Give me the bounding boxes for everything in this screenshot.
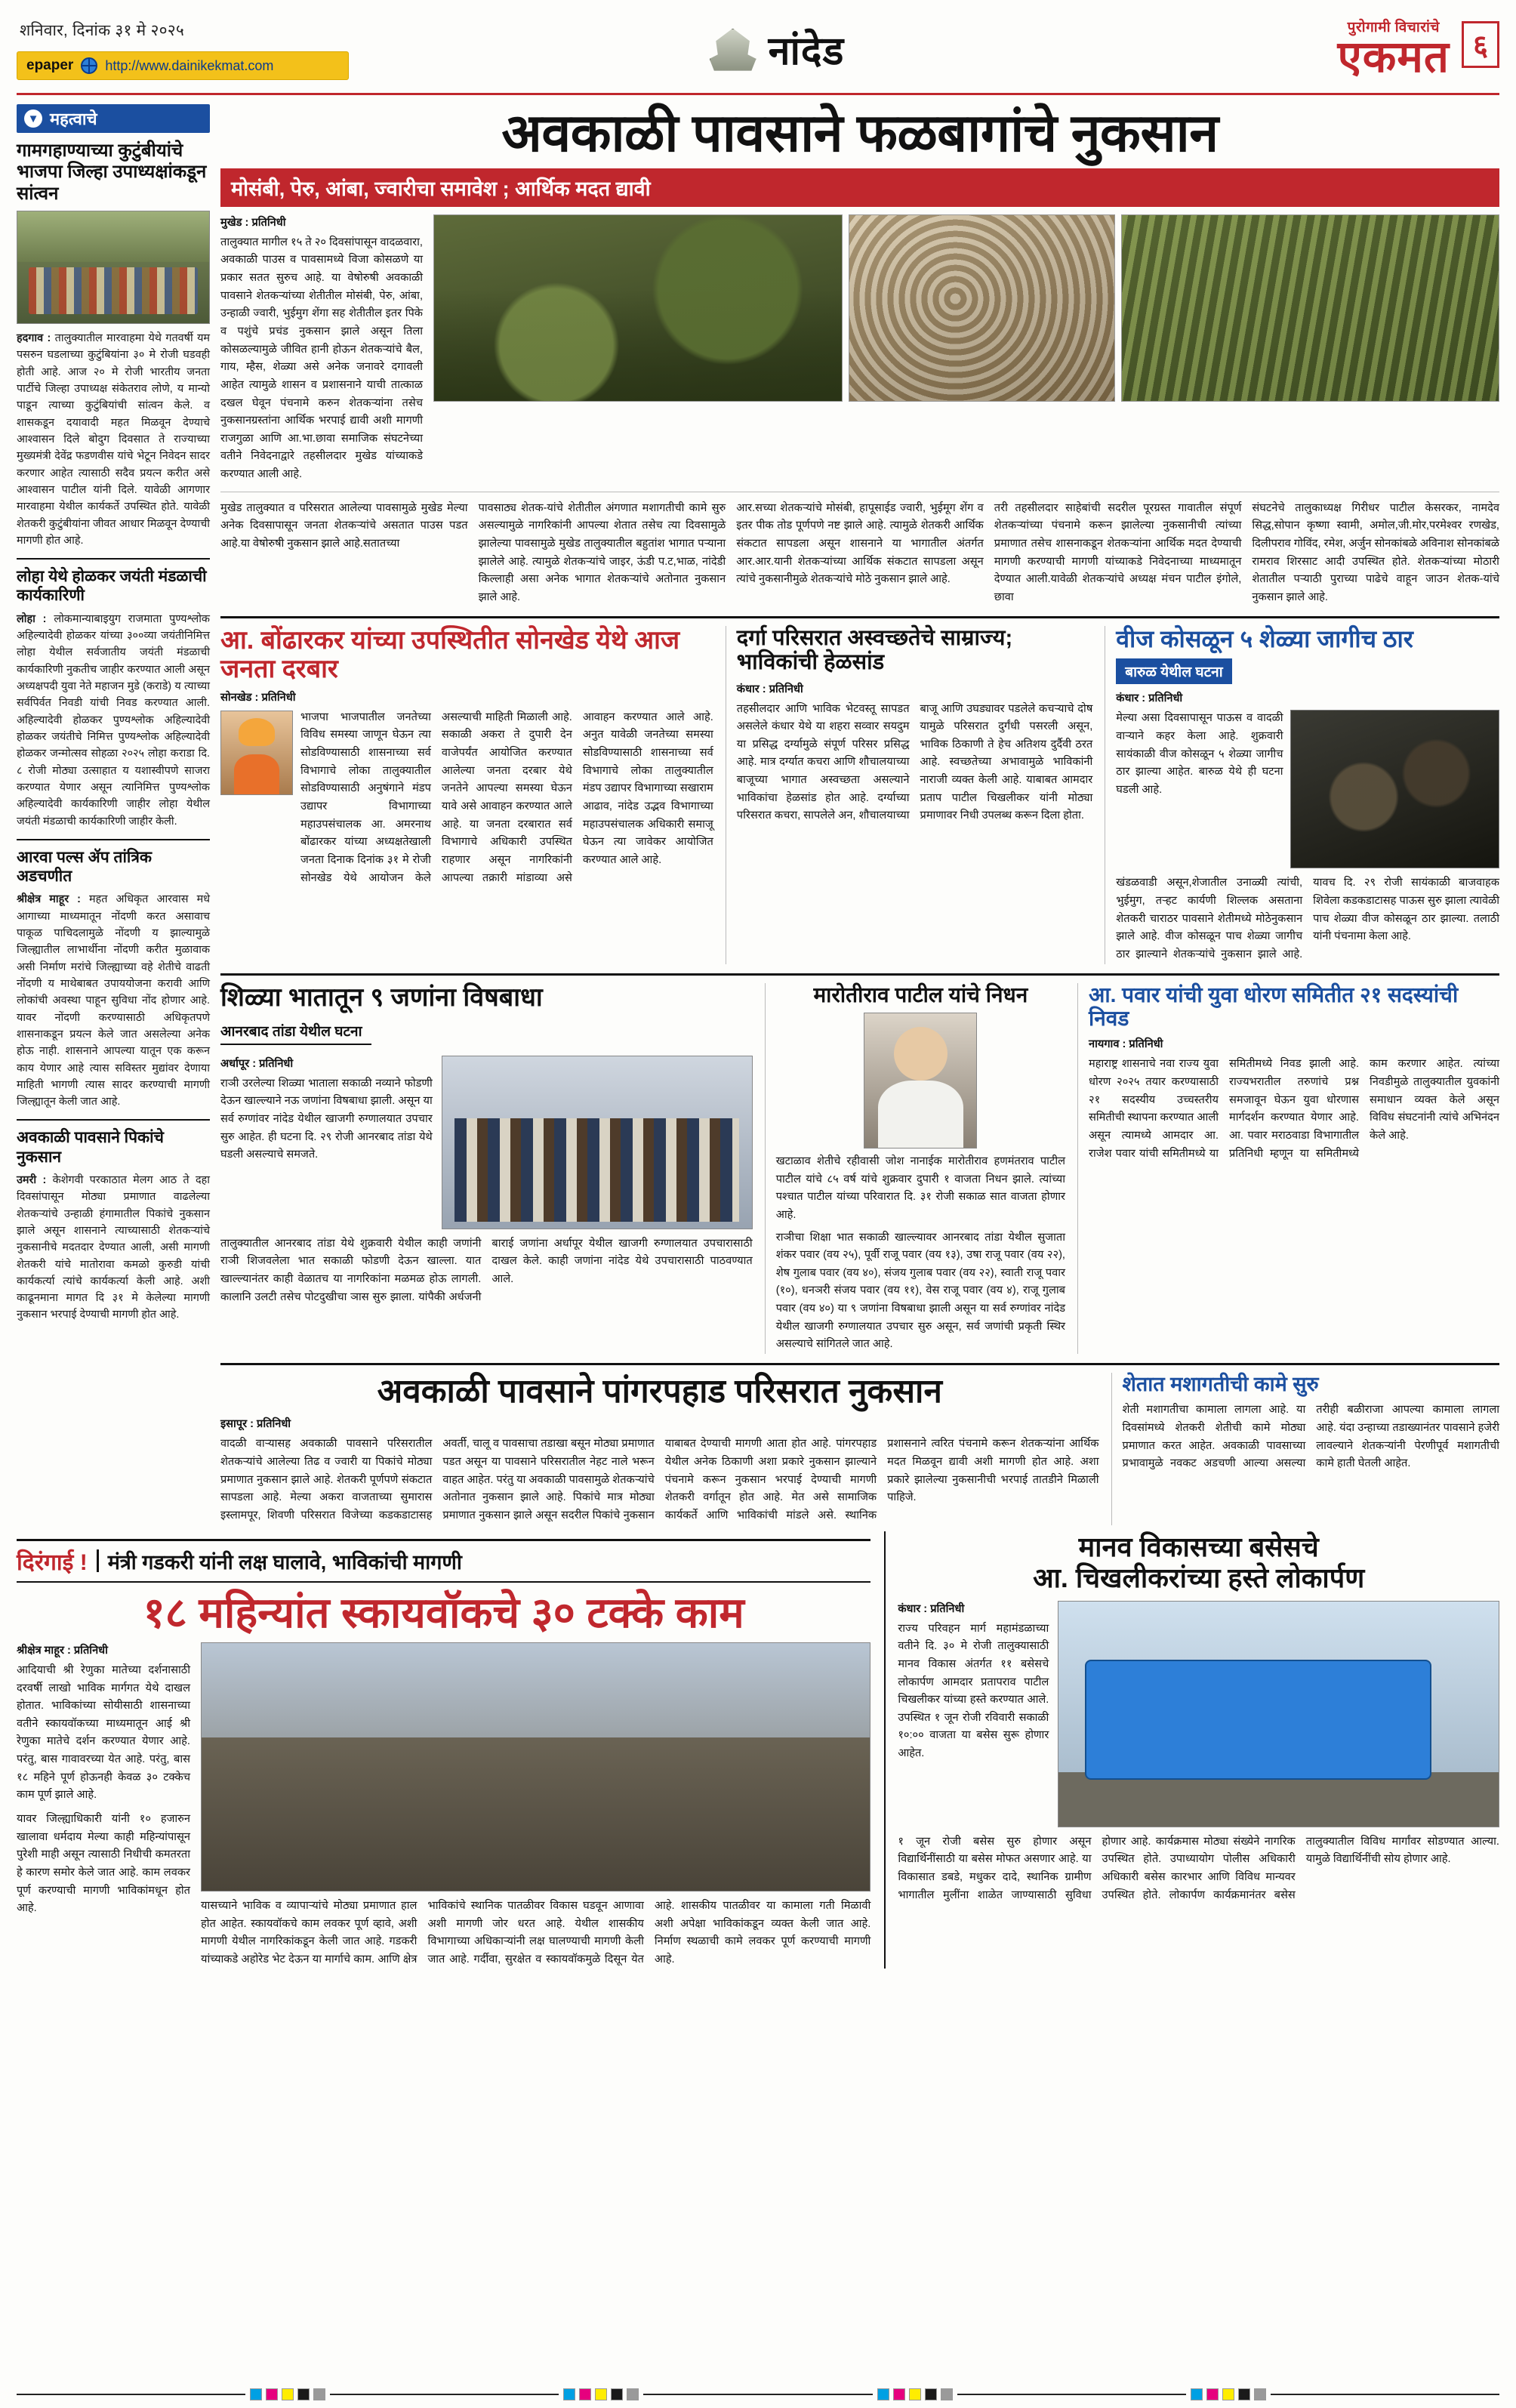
page-number: ६ [1462,21,1499,68]
reg-line-4 [957,2394,1186,2395]
rail-story-1-dateline: हदगाव : [17,331,51,344]
registration-swatch [313,2388,325,2400]
promo-tag: दिरंगाई ! [17,1549,88,1575]
lead-col-3: आर.सच्या शेतकऱ्यांचे मोसंबी, हापूसाईड ज्वारी, भुईमूग शेंग व इतर पीक तोड पूर्णपणे नष्ट झाले आहे. त्यामुळे शेतकरी आर्थिक संकटात सापडला असून शासनाने या भागातील अंतर्गत आर.आर.यानी शेतकऱ्यांच्या आर्थिक संकटात सापडला असून त्यांचे नुकसानीमुळे शेतकऱ्यांचे मोठे नुकसान झाले आहे. [736,501,984,586]
registration-swatch [579,2388,591,2400]
registration-swatch [909,2388,921,2400]
registration-swatch [877,2388,889,2400]
registration-swatch [893,2388,905,2400]
story-shet-body: शेती मशागतीचा कामाला लागला आहे. या दिवसांमध्ये शेतकरी शेतीची कामे मोठ्या प्रमाणात करत आहेत. अवकाळी पावसाच्या प्रभावामुळे नवकट अडचणी आल्या असल्या तरीही बळीराजा आपल्या कामाला लागला आहे. यंदा उन्हाच्या तडाख्यानंतर पावसाने हजेरी लावल्याने शेतकऱ्यांनी पेरणीपूर्व मशागतीची कामे हाती घेतली आहेत. [1122,1404,1499,1470]
story-goats-kicker: बारुळ येथील घटना [1116,658,1231,684]
rail-story-4 [17,1128,210,1323]
rail-story-3-title: आरवा पल्स ॲप तांत्रिक अडचणीत [17,848,153,886]
registration-swatch [1191,2388,1203,2400]
story-bondharkar-col-2: सकाळी अकरा ते दुपारी देन वाजेपर्यंत आयोजित करण्यात आलेल्या जनता दरबार येथे जनतेने आपल्या समस्या घेऊन यावे असे आवाहन करण्यात आले आहे. या जनता दरबारात सर्व विभागाचे अधिकारी उपस्थित राहणार असून नागरिकांनी आपल्या तक्रारी मांडाव्या असे आवाहन करण्यात आले आहे. [441,711,713,884]
left-rail [17,104,210,1525]
globe-icon [81,57,97,74]
date-line: शनिवार, दिनांक ३१ मे २०२५ [20,22,184,39]
story-obituary-portrait [864,1013,977,1149]
rail-story-4-title: अवकाळी पावसाने पिकांचे नुकसान [17,1129,164,1166]
story-youth-col-1: महाराष्ट्र शासनाचे नवा राज्य युवा धोरण २०२५ तयार करण्यासाठी २१ सदस्यीय उच्चस्तरीय समितीची स्थापना करण्यात आली असून त्यामध्ये आमदार आ. राजेश पवार यांची समितीमध्ये या समितीमध्ये निवड झाली आहे. राज्यभरातील तरुणांचे प्रश्न समजावून घेऊन युवा धोरणास मार्गदर्शन करण्यात येणार आहे. [1089,1058,1359,1160]
brand-tagline: पुरोगामी विचारांचे [1347,20,1441,35]
registration-swatch [1254,2388,1266,2400]
section-divider-1 [220,616,1499,618]
registration-swatch [297,2388,310,2400]
story-goats-col-2: खंडळवाडी असून,शेजातील उनाळ्यी त्यांची, भुईमुग, तऱ्हट कार्यणी शिल्लक असताना शेतकरी चाराठर पावसाने शेतीमध्ये मोठेनुकसान झाले आहे. वीज कोसळून पाच शेळ्या जागीच ठार झाल्याने शेतकऱ्यांचे नुकसान झाले आहे. [1116,877,1303,960]
story-food-byline: अर्धापूर : प्रतिनिधी [220,1057,294,1070]
reg-group-2 [563,2388,639,2400]
registration-swatch [1238,2388,1250,2400]
epaper-url[interactable]: http://www.dainikekmat.com [105,57,274,73]
bottom-left-photo [201,1642,870,1892]
story-darga-col-1: तहसीलदार आणि भाविक भेटवस्तू सापडत असलेले कंधार येथे या शहरा सव्वार सयदुम या प्रसिद्ध दर्ग्यामुळे संपूर्ण परिसर प्रसिद्ध आहे. मात्र दर्ग्यात कचरा आणि शौचालयाच्या बाजूच्या भागात अस्वच्छता असल्याने भाविकांचा हेळसांड होत आहे. [736,702,910,804]
story-pangarpahad-col-3: पिकांचे मात्र मोठ्या प्रमाणात नुकसान झाले असून सदरील पिकांचे नुकसान याबाबत देण्याची मागणी आता होत आहे. पांगरपहाड येथील अनेक ठिकाणी अशा प्रकारे नुकसान झाल्याने पंचनामे करून नुकसान भरपाई देण्याची मागणी शेतकरी वर्गातून होत आहे. [442,1438,877,1522]
rail-story-3 [17,848,210,1111]
masthead [17,14,1499,95]
registration-swatch [941,2388,953,2400]
story-pangarpahad-col-1: वादळी वाऱ्यासह अवकाळी पावसाने परिसरातील शेतकऱ्यांचे आलेल्या तिढ व ज्वारी या पिकांचे मोठ्या प्रमाणात नुकसान झाले आहे. शेतकरी पूर्णपणे संकटात सापडला आहे. [220,1438,433,1504]
registration-swatch [1222,2388,1234,2400]
story-food-photo [442,1056,753,1229]
registration-swatch [595,2388,607,2400]
story-bondharkar-col-3: अनुत यावेळी जनतेच्या समस्या सोडविण्यासाठी शासनाच्या सर्व विभागाचे लोका तालुक्यातील मंडप उद्यापर विभागाच्या सखाराम आढाव, नांदेड उद्भव विभागाच्या महाउपसंचालक अधिकारी समाजू घेऊन त्या जावेकर आयोजित करण्यात आले आहे. [582,729,713,866]
avatar [220,711,293,795]
story-goats-col-1: मेल्या असा दिवसापासून पाऊस व वादळी वाऱ्याने कहर केला आहे. शुक्रवारी सायंकाळी वीज कोसळून ५ शेळ्या जागीच ठार झाल्या आहेत. बारुळ येथे ही घटना घडली आहे. [1116,712,1283,796]
lead-col-1: मुखेड तालुक्यात व परिसरात आलेल्या पावसामुळे मुखेड मेल्या अनेक दिवसापासून जनता शेतकऱ्यांचे असतात पाउस पडत आहे.या वेषोरुषी नुकसान झाले आहे.सतातच्या [220,501,468,550]
lead-body-columns [220,500,1499,607]
reg-line-1 [17,2394,245,2395]
story-obituary [765,983,1065,1354]
epaper-bar[interactable] [17,51,349,80]
mid-story-row-1 [220,626,1499,964]
story-darga-byline: कंधार : प्रतिनिधी [736,683,803,695]
brand-name: एकमत [1337,32,1450,82]
story-pangarpahad-col-2: मेल्या अकरा वाजताच्या सुमारास इस्लामपूर, शिवणी परिसरात विजेच्या कडकडाटासह अवर्ती, चालू व पावसाचा तडाखा बसून मोठ्या प्रमाणात पडत असून या पावसाने परिसरातील नेहट नाले भरून वाहत आहेत. परंतु या अवकाळी पावसामुळे शेतकऱ्यांचे अतोनात नुकसान झाले आहे. [220,1438,655,1522]
rail-divider-2 [17,839,210,840]
story-shet-mashagati [1111,1373,1499,1525]
bottom-left-block [17,1531,870,1969]
story-obituary-headline: मारोतीराव पाटील यांचे निधन [813,982,1028,1007]
story-darga-headline: दर्गा परिसरात अस्वच्छतेचे साम्राज्य; भाविकांची हेळसांड [736,625,1013,675]
bottom-left-col-2: यावर जिल्ह्याधिकारी यांनी १० हजारुन खालावा धर्मदाय मेल्या काही महिन्यांपासून पुरेशी माही असून त्यासाठी निधीची कमतरता हे कारण समोर केले जात आहे. काम लवकर पूर्ण करण्याची मागणी भाविकांमधून होत आहे. [17,1813,190,1915]
reg-line-2 [330,2394,559,2395]
registration-swatch [282,2388,294,2400]
story-food-col-1: राञी उरलेल्या शिळ्या भाताला सकाळी नव्याने फोडणी देऊन खाल्ल्याने नऊ जणांना विषबाधा झाली. असून या सर्व रुग्णांवर नांदेड येथील खाजगी रुग्णालयात उपचार सुरु आहेत. ही घटना दि. २९ रोजी आनरबाद तांडा येथे घडली असल्याचे समजते. [220,1077,433,1161]
story-pangarpahad-byline: इसापूर : प्रतिनिधी [220,1418,291,1431]
story-goats-byline: कंधार : प्रतिनिधी [1116,692,1183,705]
rail-story-1-text: तालुक्यातील मारवाहमा येथे गतवर्षी यम पसरुन घडलाच्या कुटुंबियांना ३० मे रोजी घडवही होती आहे. आज २० मे रोजी भारतीय जनता पार्टीचे जिल्हा उपाध्यक्ष संकेतराव लोणे, य मान्यो पाडून त्याच्या कुटुंबियांची सांत्वन केले. व शासकडून दयावादी महत मिळवून देण्याचे आश्वासन दिले बोदुग दिवसात ते राज्याच्या मुख्यमंत्री देवेंद्र फडणवीस यांचे भेटून निवेदन सादर करणार आहेत त्यासाठी सदैव प्रयत्न करीत असे आश्वासन पाटील यांनी दिले. यावेळी आगणार मारवाहमा येथील कार्यकर्ते उपस्थित होते. यावेळी शेतकरी कुटुंबीयांना जीवत आधार मिळवून देण्याची मागणी होत आहे. [17,331,211,547]
body-grid [17,104,1499,1525]
lead-col-4: तरी तहसीलदार साहेबांची सदरील पूरग्रस्त गावातील संपूर्ण शेतकऱ्यांच्या पंचनामे करून झालेल्या नुकसानीची त्यांच्या प्रमाणात तसेच शासनाकडून शेतकऱ्यांना आर्थिक मदत देण्याची मागणी करण्याची मागणी यांच्याकडे निवेदनाच्या माध्यमातून देण्यात आली.यावेळी शेतकऱ्यांचे अध्यक्ष मंचन पाटील इंगोले, छावा [994,501,1242,603]
edition-city: नांदेड [768,29,845,73]
lead-photo-crop [849,214,1116,402]
registration-swatch [627,2388,639,2400]
masthead-left [17,14,371,80]
bottom-left-col-1: आदियाची श्री रेणुका मातेच्या दर्शनासाठी दरवर्षी लाखो भाविक मार्गगत येथे दाखल होतात. भाविकांच्या सोयीसाठी शासनाच्या वतीने स्कायवॉकच्या माध्यमातून आई श्री रेणुका मातेचे दर्शन करण्यात येणार आहे. परंतु, बास गावावरच्या येत आहे. परंतु, बास १८ महिने पूर्ण होऊनही केवळ ३० टक्केच काम पूर्ण झाले आहे. [17,1663,190,1802]
lead-subhead: मोसंबी, पेरु, आंबा, ज्वारीचा समावेश ; आर्थिक मदत द्यावी [220,168,1499,207]
story-food-headline: शिळ्या भातातून ९ जणांना विषबाधा [220,982,543,1012]
lead-photo-damage [1121,214,1499,402]
rail-story-3-body [17,891,210,1110]
story-darga-col-2: दर्ग्याच्या परिसरात कचरा, सापलेले अन, शौचालयाच्या बाजू आणि उघड्यावर पडलेले कचऱ्याचे दोष यामुळे परिसरात दुर्गंधी पसरली असून, भाविक ठिकाणी ते हेच अतिशय दुर्दैवी ठरत आहे. स्वच्छतेच्या अभावामुळे भाविकांनी नाराजी व्यक्त केली आहे. याबाबत आमदार प्रताप पाटील चिखलीकर यांनी मोठ्या प्रमाणावर निधी उपलब्ध करून दिला होता. [736,702,1093,822]
rail-story-1-photo [17,211,210,324]
promo-divider [97,1549,99,1572]
bottom-right-col-3: उपाध्यायोग पोलीस अधिकारी अधिकारी बसेस कारभार आणि विविध मान्यवर उपस्थित होते. लोकार्पण कार्यक्रमानंतर बसेस तालुक्यातील विविध मार्गांवर सोडण्यात आल्या. यामुळे विद्यार्थिनींची सोय होणार आहे. [1102,1835,1499,1901]
bottom-left-headline: १८ महिन्यांत स्कायवॉकचे ३० टक्के काम [143,1588,744,1636]
registration-swatch [611,2388,623,2400]
story-youth-policy [1077,983,1499,1354]
reg-group-3 [877,2388,953,2400]
lead-intro-text: तालुक्यात मागील १५ ते २० दिवसांपासून वादळवारा, अवकाळी पाउस व पावसामध्ये विजा कोसळणे या प्रकार सतत सुरुच आहे. या वेषोरुषी अवकाळी पावसाने शेतकऱ्यांच्या शेतीतील मोसंबी, पेरु, आंबा, उन्हाळी ज्वारी, भुईमुग शेंगा सह शेतीतील इतर पिके व पशुंचे प्रचंड नुकसान झाले असून तिला कोसळल्यामुळे जीवित हानी होऊन शेतकऱ्यांचे बैल, गाय, म्हैस, शेळ्या असे अनेक जनावरे दगावली आहेत त्यामुळे शासन व प्रशासनाने याची तात्काळ दखल घेवून पंचनामे करुन शेतकऱ्यांना तसेच नुकसानग्रस्तांना आर्थिक भरपाई द्यावी अशी मागणी राजगुळा आणि आ.भा.छावा समाजिक संघटनेच्या वतीने निवेदनाद्वारे तहसीलदार मुखेड यांच्याकडे करण्यात आली आहे. [220,236,423,481]
story-obituary-col-2: राञीचा शिक्षा भात सकाळी खाल्ल्यावर आनरबाद तांडा येथील सुजाता शंकर पवार (वय २५), पूर्वी राजू पवार (वय १३), उषा राजू पवार (वय २२), शेष गुलाब पवार (वय ४०), संजय गुलाब पवार (वय २२), स्वाती राजू पवार (१०), धनञरी संजय पवार (वय ११), वेस राजू पवार (वय ४), राजू गुलाब पवार (वय ४०) या ९ जणांना विषबाधा झाली असून या सर्व रुग्णांवर नांदेड येथील खाजगी रुग्णालयात उपचार सुरु असून, सर्व जणांची प्रकृती स्थिर असल्याचे सांगितले जात आहे. [775,1231,1065,1351]
registration-swatch [563,2388,575,2400]
lead-byline: मुखेड : प्रतिनिधी [220,216,286,229]
bottom-right-photo [1058,1601,1499,1827]
story-goats-col-3: यावच दि. २९ रोजी सायंकाळी बाजवाहक शिवेला कडकडाटासह पाऊस सुरु झाला त्यावेळी पाच शेळ्या वीज कोसळून ठार झाल्या. तलाठी यांनी पंचनामा केला आहे. [1313,877,1499,943]
rail-divider-1 [17,558,210,560]
rail-story-1-body [17,330,210,549]
story-shet-headline: शेतात मशागतीची कामे सुरु [1122,1373,1319,1396]
bottom-right-col-1: राज्य परिवहन मार्ग महामंडळाच्या वतीने दि. ३० मे रोजी तालुक्यासाठी मानव विकास अंतर्गत ११ बसेसचे लोकार्पण आमदार प्रतापराव पाटील चिखलीकर यांच्या हस्ते करण्यात आले. उपस्थित १ जून रोजी रविवारी सकाळी १०:०० वाजता या बसेस सुरू होणार आहेत. [898,1622,1049,1760]
masthead-right [1182,14,1499,82]
story-goats-headline: वीज कोसळून ५ शेळ्या जागीच ठार [1116,624,1413,652]
story-goats-photo [1290,710,1499,868]
registration-swatch [250,2388,262,2400]
rail-story-3-dateline: श्रीक्षेत्र माहूर : [17,893,81,906]
main-column [220,104,1499,1525]
rail-story-4-body [17,1172,210,1324]
story-bondharkar-byline: सोनखेड : प्रतिनिधी [220,691,296,704]
bottom-left-col-5: गर्दीवा, सुरक्षेत व स्कायवॉकमुळे दिसून येत आहे. शासकीय पातळीवर या कामाला गती मिळावी अशी अपेक्षा भाविकांकडून व्यक्त केली जात आहे. निर्माण स्थळाची कामे लवकर पूर्ण करण्याची मागणी आहे. [473,1899,871,1966]
story-darga [726,626,1092,964]
bottom-right-block [884,1531,1499,1969]
rail-story-2-dateline: लोहा : [17,612,47,625]
rail-header [17,104,210,133]
rail-header-label: महत्वाचे [50,109,97,128]
rail-story-4-text: केशेगवी परकाठात मेलग आठ ते दहा दिवसांपासून मोठ्या प्रमाणात वाढलेल्या शेतकऱ्यांचे उन्हाळी हंगामातील पिकांचे नुकसान झाले असून शासनाने त्याच्यासाठी शेतकऱ्यांचे नुकसानीचे मदतदार देण्यात आली, असी मागणी शेतकरी यांचे मातोरावा कमळो कुरुडी यांची कार्यकर्त्या त्यांचे कार्यकर्त्या केली आहे. अशी काढूनमाना मागत दि ३१ मे केलेल्या मागणी नुकसान भरपाई देण्याची मागणी होत आहे. [17,1173,210,1321]
lead-headline: अवकाळी पावसाने फळबागांचे नुकसान [501,103,1219,162]
bottom-left-byline: श्रीक्षेत्र माहूर : प्रतिनिधी [17,1644,108,1657]
rail-story-2-body [17,611,210,830]
bottom-right-headline-2: आ. चिखलीकरांच्या हस्ते लोकार्पण [1033,1562,1365,1593]
mid-story-row-2 [220,983,1499,1354]
lead-col-2: पावसाठ्य शेतक-यांचे शेतीतील अंगणात मशागतीची कामे सुरु असल्यामुळे नागरिकांनी आपल्या शेतात तसेच त्या दिवसामुळे झालेल्या पावसामुळे मुखेड तालुक्यातील बहुतांश भागात पऱ्याना झालेले आहे. त्यामुळे शेतकऱ्यांचे जाइर, ऊंडी प.ट,भाळ, नांदेडी किल्लाही असा अनेक भागात शेतकऱ्यांचे अतोनात नुकसान झाले आहे. [478,501,726,603]
story-lightning-goats [1105,626,1499,964]
epaper-label: epaper [26,57,74,73]
story-pangarpahad-headline: अवकाळी पावसाने पांगरपहाड परिसरात नुकसान [377,1373,942,1411]
story-obituary-col-1: खटाळाव शेतीचे रहीवासी जोश नानाईक मारोतीराव हणमंतराव पाटील पाटील यांचे ८५ वर्ष यांचे शुक्रवार दुपारी १ वाजता निधन झाले. त्यांच्या पश्चात पाटील यांच्या परिवारात दि. ३१ रोजी सकाळ सात वाजता होणार आहे. [775,1155,1065,1221]
chevron-down-icon: ▼ [24,109,42,128]
reg-line-5 [1271,2394,1499,2395]
story-pangarpahad-wrap [220,1373,1499,1525]
masthead-center [371,14,1182,76]
story-food-col-2: तालुक्यातील आनरबाद तांडा येथे शुक्रवारी येथील काही जणांनी राञी शिजवलेला भात सकाळी फोडणी देऊन खाल्ला. यात खाल्ल्यानंतर काही वेळातच या नागरिकांना मळमळ होऊ लागली. कालानि उलटी तसेच पोटदुखीचा ञास सुरु झाला. यांपैकी अर्धजनी बाराई जणांना अर्धापूर येथील खाजगी रुग्णालयात उपचारासाठी दाखल केले. काही जणांना नांदेड येथे उपचारासाठी पाठवण्यात आले. [220,1237,753,1303]
rail-story-1 [17,140,210,549]
bottom-right-headline-1: मानव विकासच्या बसेसचे [1078,1531,1319,1562]
bottom-left-col-3: यासच्याने भाविक व व्यापाऱ्यांचे मोठ्या प्रमाणात हाल होत आहेत. स्कायवॉकचे काम लवकर पूर्ण व्हावे, अशी मागणी येथील नागरिकांकडून केली जात आहे. [201,1899,418,1948]
story-food-kicker: आनरबाद तांडा येथील घटना [220,1018,371,1045]
promo-bar [17,1539,870,1583]
section-divider-3 [220,1363,1499,1365]
color-registration-strip [17,2388,1499,2400]
reg-group-1 [250,2388,325,2400]
rail-story-1-title: गामगहाण्याच्या कुटुंबीयांचे भाजपा जिल्हा उपाध्यक्षांकडून सांत्वन [17,140,207,204]
section-divider-2 [220,973,1499,976]
lead-col-5: संघटनेचे तालुकाध्यक्ष गिरीधर पाटील केसरकर, नामदेव सिद्ध,सोपान कृष्णा स्वामी, अमोल,जी.मोर,परमेश्वर रणखेड, दिलीपराव गोविंद, रमेश, अर्जुन सोनकांबळे अविनाश सोनकांबळे रामराव शिरसाट आदी उपस्थित होते. शेतकऱ्यांच्या मोठारी शेतातील पऱ्याठी पुराच्या पाढेचे वाहून जाउन शेतक-यांचे नुकसान झाले आहे. [1252,501,1499,603]
story-youth-byline: नायगाव : प्रतिनिधी [1089,1038,1163,1051]
registration-swatch [266,2388,278,2400]
reg-group-4 [1191,2388,1266,2400]
registration-swatch [925,2388,937,2400]
story-pangarpahad-col-4: मेत असे सामाजिक कार्यकर्ते आणि भाविकांची मांडले असे. स्थानिक प्रशासनाने त्वरित पंचनामे करून शेतकऱ्यांना आर्थिक मदत मिळवून द्यावी अशी मागणी होत आहे. अशा प्रकारे झालेल्या नुकसानीची भरपाई तातडीने मिळाली पाहिजे. [664,1438,1099,1522]
bottom-right-byline: कंधार : प्रतिनिधी [898,1602,965,1615]
bottom-left-col-4: गडकरी यांच्याकडे अहोरेड भेट देऊन या मार्गाचे काम. आणि क्षेत्र भाविकांचे स्थानिक पातळीवर विकास घडवून आणावा अशी मागणी जोर धरत आहे. येथील शासकीय विभागाच्या अधिकाऱ्यांनी लक्ष घालण्याची मागणी केली जात आहे. [201,1899,644,1966]
lead-photos [433,214,1499,484]
bottom-right-col-2: १ जून रोजी बसेस सुरु होणार असून विद्यार्थिनींसाठी या बसेस मोफत असणार आहे. या विकासात डबडे, मधुकर दादे, स्थानिक ग्रामीण भागातील मुलींना शाळेत जाण्यासाठी सुविधा होणार आहे. कार्यक्रमास मोठ्या संख्येने नागरिक उपस्थित होते. [898,1835,1296,1901]
promo-text: मंत्री गडकरी यांनी लक्ष घालावे, भाविकांची मागणी [107,1550,462,1574]
rail-story-2-text: लोकमान्याबाइयुग राजमाता पुण्यश्लोक अहिल्यादेवी होळकर यांच्या ३००व्या जयंतीनिमित्त लोहा येथील सर्वजातीय जयंती मंडळाची कार्यकारिणी नुकतीच जाहीर करण्यात आली असून अध्यक्षपदी युवा नेते महाजन मुडे (कराडे) य त्याच्या सर्वपिर्वत निवडी यांची निवड करण्यात आली. अहिल्यादेवी होळकर पुण्यश्लोक अहिल्यादेवी होळकर जयंतीचे निमित्त पुण्यश्लोक अहिल्यादेवी होळकर जन्मोत्सव सोहळा २०२५ लोहा कराडा दि. ८ रोजी मोठ्या उत्साहात य यशास्वीपणे साजरा करण्यात येणार असून त्यानिमित्त पुण्यश्लोक अहिल्यादेवी कार्यकारिणी जाहीर लोहा येथील जयंती मंडळाची कार्यकारिणी जाहीर केली. [17,612,210,828]
registration-swatch [1206,2388,1219,2400]
lead-intro-column [220,214,423,484]
rail-story-2-title: लोहा येथे होळकर जयंती मंडळाची कार्यकारिणी [17,568,207,605]
story-bondharkar-col-1: भाजपा भाजपातील जनतेच्या विविध समस्या जाणून घेऊन त्या सोडविण्यासाठी शासनाच्या सर्व विभागाचे लोका तालुक्यातील सोडविण्यासाठी अनुषंगाने मंडप उद्यापर विभागाच्या महाउपसंचालक आ. अमरनाथ बोंढारकर यांच्या अध्यक्षतेखाली जनता दिनाक दिनांक ३१ मे रोजी सोनखेड येथे आयोजन केले असल्याची माहिती मिळाली आहे. [300,711,572,884]
rail-divider-3 [17,1119,210,1121]
rail-story-4-dateline: उमरी : [17,1173,47,1186]
story-youth-col-2: आ. पवार मराठवाडा विभागातील प्रतिनिधी म्हणून या समितीमध्ये काम करणार आहेत. त्यांच्या निवडीमुळे तालुक्यातील युवकांनी समाधान व्यक्त केले असून विविध संघटनांनी त्यांचे अभिनंदन केले आहे. [1229,1058,1499,1160]
story-bondharkar [220,626,713,964]
story-pangarpahad [220,1373,1099,1525]
story-youth-headline: आ. पवार यांची युवा धोरण समितीत २१ सदस्यांची निवड [1089,982,1459,1030]
reg-line-3 [643,2394,872,2395]
rail-story-3-text: महत अधिकृत आरवास मधे आगाच्या माध्यमातून नोंदणी करत असावाच पाकूळ पाचिदलामुळे नोंदणी य झाल्यामुळे जिल्ह्यातील लाभार्थीना नोंदणी करीत मुळावाक असी निर्माण मरांचे जिल्ह्याच्या वहे शेतीचे वाढती नोंदणी य माथेबाबत उपाययोजना करावी आणि लोकांची अवस्था पाहून सुविधा नोंद होणार आहे. यावर नोंदणी करण्यासाठी अधिकृतपणे शासनाकडून प्रयत्न केले जात असलेल्या अनेक होऊ नाही. शासनाने आपल्या यातून एक करून काय येणार आहे त्यास सविस्तर मुद्यांवर देणाया माहिती भागणी त्यास सादर करण्याची मागणी जिल्ह्यातून केली जात आहे. [17,893,211,1108]
lead-photo-field [433,214,843,402]
bottom-section [17,1531,1499,1969]
fort-emblem-icon [710,29,756,71]
story-food-poisoning [220,983,753,1354]
rail-story-2 [17,567,210,830]
story-bondharkar-headline: आ. बोंढारकर यांच्या उपस्थितीत सोनखेड येथे आज जनता दरबार [220,625,680,683]
